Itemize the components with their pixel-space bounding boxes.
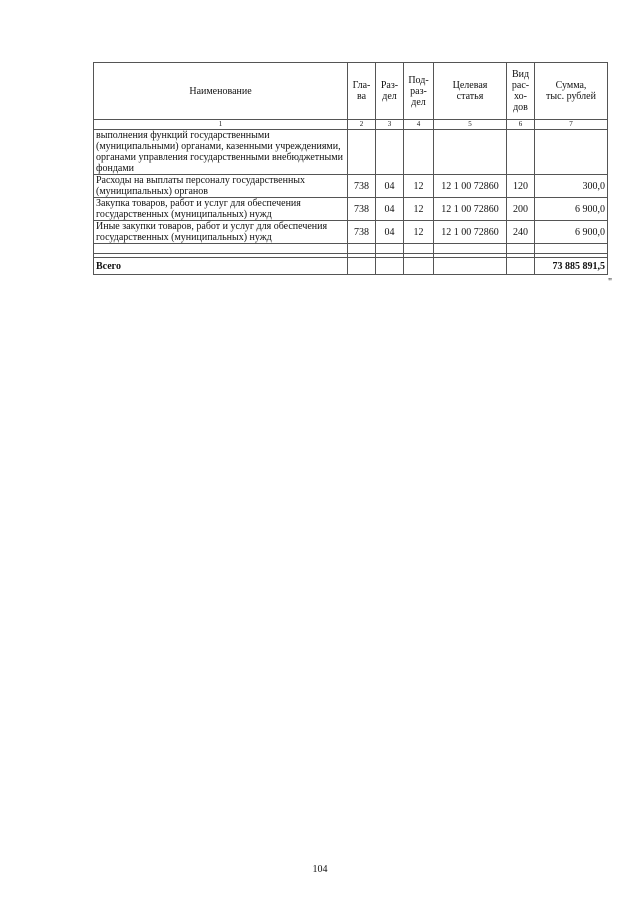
column-number: 2: [348, 120, 376, 130]
row-subsection: 12: [404, 198, 434, 221]
row-name: Иные закупки товаров, работ и услуг для обеспечения государственных (муниципальных) нужд: [94, 221, 348, 244]
row-subsection: 12: [404, 175, 434, 198]
column-number-row: [94, 120, 608, 130]
header-amount: Сумма, тыс. рублей: [535, 63, 608, 120]
row-section: 04: [376, 198, 404, 221]
continuation-row: [94, 130, 608, 175]
table-row: [94, 175, 608, 198]
table-row: [94, 221, 608, 244]
column-number: 6: [507, 120, 535, 130]
row-exp-type: 120: [507, 175, 535, 198]
header-subsection: Под- раз- дел: [404, 63, 434, 120]
row-target: 12 1 00 72860: [434, 175, 507, 198]
budget-table: [93, 62, 608, 275]
row-section: 04: [376, 175, 404, 198]
row-target: 12 1 00 72860: [434, 221, 507, 244]
table-row: [94, 198, 608, 221]
row-chapter: 738: [348, 221, 376, 244]
total-label: Всего: [94, 258, 348, 275]
column-number: 7: [535, 120, 608, 130]
row-chapter: 738: [348, 175, 376, 198]
column-number: 4: [404, 120, 434, 130]
total-amount: 73 885 891,5: [535, 258, 608, 275]
row-subsection: 12: [404, 221, 434, 244]
column-number: 1: [94, 120, 348, 130]
column-number: 5: [434, 120, 507, 130]
row-name: Закупка товаров, работ и услуг для обеспечения государственных (муниципальных) нужд: [94, 198, 348, 221]
row-chapter: 738: [348, 198, 376, 221]
row-name: Расходы на выплаты персоналу государственных (муниципальных) органов: [94, 175, 348, 198]
row-amount: 6 900,0: [535, 221, 608, 244]
column-number: 3: [376, 120, 404, 130]
row-target: 12 1 00 72860: [434, 198, 507, 221]
header-chapter: Гла- ва: [348, 63, 376, 120]
empty-row: [94, 244, 608, 254]
header-target: Целевая статья: [434, 63, 507, 120]
page-number: 104: [312, 864, 328, 875]
row-amount: 6 900,0: [535, 198, 608, 221]
header-exp-type: Вид рас- хо- дов: [507, 63, 535, 120]
row-amount: 300,0: [535, 175, 608, 198]
closing-quote: ": [608, 277, 613, 288]
continuation-text: выполнения функций государственными (муниципальными) органами, казенными учреждениями, органами управления государственными внебюджетными фондами: [94, 130, 348, 175]
row-exp-type: 200: [507, 198, 535, 221]
header-section: Раз- дел: [376, 63, 404, 120]
header-row: [94, 63, 608, 120]
header-name: Наименование: [94, 63, 348, 120]
row-exp-type: 240: [507, 221, 535, 244]
total-row: [94, 258, 608, 275]
row-section: 04: [376, 221, 404, 244]
